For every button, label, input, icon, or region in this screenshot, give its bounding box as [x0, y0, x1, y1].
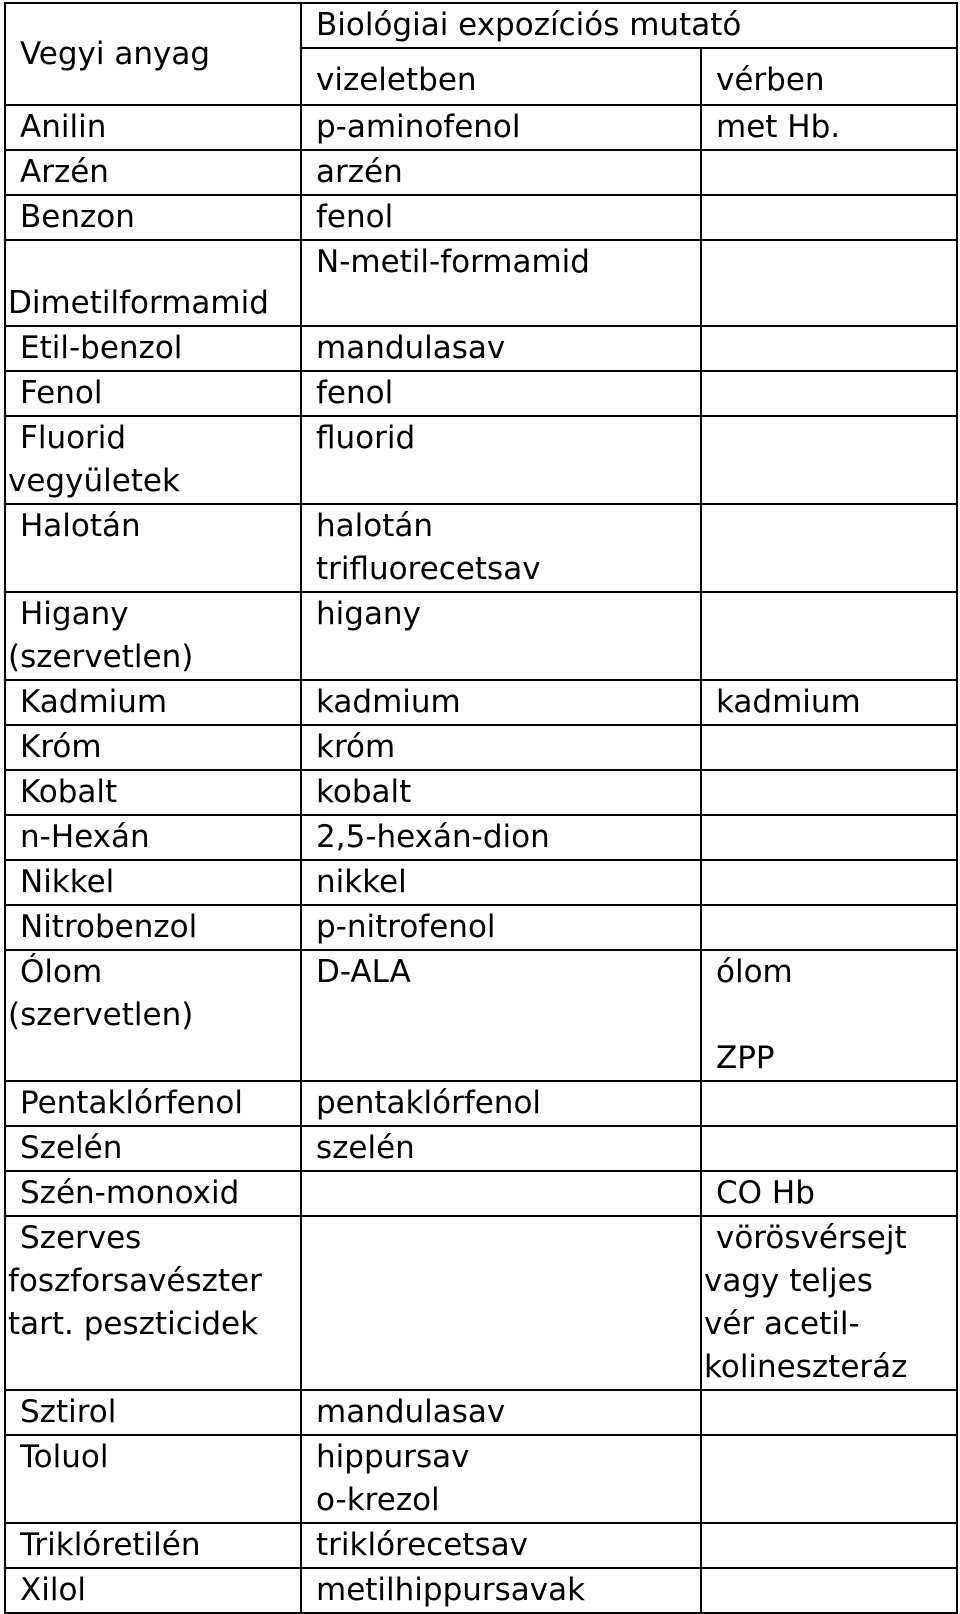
urine-line: p-nitrofenol — [316, 909, 496, 945]
table-row — [5, 1081, 957, 1126]
urine-cell — [301, 680, 701, 725]
chemical-line: vegyületek — [8, 463, 180, 499]
urine-cell — [301, 150, 701, 195]
blood-cell — [701, 1523, 957, 1568]
chemical-cell — [5, 815, 301, 860]
chemical-cell — [5, 240, 301, 326]
table-row — [5, 371, 957, 416]
urine-line: trifluorecetsav — [316, 551, 541, 587]
table-row — [5, 1216, 957, 1390]
table-row — [5, 105, 957, 150]
urine-line: arzén — [316, 154, 403, 190]
blood-cell — [701, 1435, 957, 1523]
chemical-cell — [5, 950, 301, 1081]
blood-cell — [701, 326, 957, 371]
blood-cell — [701, 905, 957, 950]
table-row — [5, 416, 957, 504]
chemical-cell — [5, 1081, 301, 1126]
chemical-line: Ólom — [20, 954, 103, 990]
table-row — [5, 150, 957, 195]
urine-line: o-krezol — [316, 1482, 440, 1518]
blood-cell — [701, 105, 957, 150]
urine-line: 2,5-hexán-dion — [316, 819, 550, 855]
urine-line: p-aminofenol — [316, 109, 521, 145]
chemical-cell — [5, 1216, 301, 1390]
blood-cell — [701, 371, 957, 416]
urine-line: fluorid — [316, 420, 416, 456]
blood-cell — [701, 680, 957, 725]
blood-cell — [701, 815, 957, 860]
blood-line: CO Hb — [716, 1175, 815, 1211]
urine-cell — [301, 1216, 701, 1390]
chemical-line: Kobalt — [20, 774, 118, 810]
chemical-line: tart. peszticidek — [8, 1306, 259, 1342]
blood-cell — [701, 1390, 957, 1435]
chemical-cell — [5, 416, 301, 504]
table-row — [5, 1390, 957, 1435]
chemical-line: foszforsavészter — [8, 1263, 262, 1299]
chemical-cell — [5, 150, 301, 195]
urine-cell — [301, 326, 701, 371]
chemical-line: Nitrobenzol — [20, 909, 198, 945]
urine-line: mandulasav — [316, 330, 506, 366]
chemical-line: Szelén — [20, 1130, 123, 1166]
table-row — [5, 680, 957, 725]
chemical-line: Toluol — [20, 1439, 109, 1475]
chemical-line: Nikkel — [20, 864, 115, 900]
chemical-line: Etil-benzol — [20, 330, 183, 366]
blood-line: kolineszteráz — [704, 1349, 908, 1385]
urine-line: D-ALA — [316, 954, 411, 990]
chemical-cell — [5, 1568, 301, 1613]
chemical-cell — [5, 1126, 301, 1171]
blood-line: vér acetil- — [704, 1306, 860, 1342]
urine-cell — [301, 105, 701, 150]
urine-line: pentaklórfenol — [316, 1085, 542, 1121]
table-row — [5, 195, 957, 240]
chemical-line: Kadmium — [20, 684, 168, 720]
table-row — [5, 905, 957, 950]
chemical-cell — [5, 326, 301, 371]
urine-line: N-metil-formamid — [316, 244, 590, 280]
chemical-line: Higany — [20, 596, 129, 632]
table-row — [5, 1435, 957, 1523]
urine-line: szelén — [316, 1130, 415, 1166]
urine-cell — [301, 1171, 701, 1216]
urine-cell — [301, 371, 701, 416]
table-row — [5, 860, 957, 905]
urine-cell — [301, 860, 701, 905]
chemical-cell — [5, 860, 301, 905]
blood-line: vagy teljes — [704, 1263, 873, 1299]
blood-cell — [701, 1568, 957, 1613]
chemical-line: (szervetlen) — [8, 997, 194, 1033]
table-row — [5, 326, 957, 371]
blood-cell — [701, 195, 957, 240]
chemical-line: Sztirol — [20, 1394, 117, 1430]
blood-line: kadmium — [716, 684, 861, 720]
urine-cell — [301, 195, 701, 240]
chemical-line: Pentaklórfenol — [20, 1085, 243, 1121]
urine-cell — [301, 725, 701, 770]
blood-line: vörösvérsejt — [716, 1220, 907, 1256]
header-blood: vérben — [701, 48, 957, 105]
urine-line: triklórecetsav — [316, 1527, 528, 1563]
blood-line: ZPP — [716, 1040, 775, 1076]
chemical-cell — [5, 905, 301, 950]
chemical-line: Xilol — [20, 1572, 87, 1608]
urine-line: hippursav — [316, 1439, 470, 1475]
chemical-cell — [5, 1171, 301, 1216]
chemical-cell — [5, 1435, 301, 1523]
urine-cell — [301, 1390, 701, 1435]
chemical-line: Dimetilformamid — [8, 285, 269, 321]
urine-line: fenol — [316, 375, 394, 411]
urine-line: fenol — [316, 199, 394, 235]
blood-cell — [701, 592, 957, 680]
urine-cell — [301, 815, 701, 860]
chemical-cell — [5, 1390, 301, 1435]
chemical-cell — [5, 1523, 301, 1568]
blood-cell — [701, 725, 957, 770]
urine-line: mandulasav — [316, 1394, 506, 1430]
table-row — [5, 815, 957, 860]
chemical-cell — [5, 680, 301, 725]
blood-line: met Hb. — [716, 109, 841, 145]
biological-exposure-table — [4, 2, 958, 1614]
blood-cell — [701, 1081, 957, 1126]
chemical-line: (szervetlen) — [8, 639, 194, 675]
urine-line: kadmium — [316, 684, 461, 720]
chemical-cell — [5, 504, 301, 592]
chemical-cell — [5, 725, 301, 770]
urine-cell — [301, 1126, 701, 1171]
chemical-line: Fenol — [20, 375, 103, 411]
urine-cell — [301, 416, 701, 504]
urine-line: metilhippursavak — [316, 1572, 586, 1608]
blood-cell — [701, 1126, 957, 1171]
header-group: Biológiai expozíciós mutató — [301, 3, 957, 48]
urine-line: nikkel — [316, 864, 407, 900]
table-row — [5, 504, 957, 592]
urine-line: kobalt — [316, 774, 412, 810]
table-row — [5, 1568, 957, 1613]
chemical-cell — [5, 195, 301, 240]
chemical-cell — [5, 105, 301, 150]
blood-cell — [701, 770, 957, 815]
urine-cell — [301, 1081, 701, 1126]
urine-line: króm — [316, 729, 396, 765]
chemical-line: Anilin — [20, 109, 107, 145]
blood-cell — [701, 860, 957, 905]
urine-cell — [301, 905, 701, 950]
chemical-line: n-Hexán — [20, 819, 150, 855]
table-row — [5, 1171, 957, 1216]
chemical-line: Arzén — [20, 154, 109, 190]
blood-line: ólom — [716, 954, 793, 990]
table-row — [5, 1523, 957, 1568]
table-row — [5, 240, 957, 326]
blood-cell — [701, 150, 957, 195]
chemical-line: Benzon — [20, 199, 135, 235]
blood-cell — [701, 950, 957, 1081]
urine-cell — [301, 504, 701, 592]
chemical-line: Halotán — [20, 508, 141, 544]
table-row — [5, 725, 957, 770]
urine-cell — [301, 592, 701, 680]
chemical-line: Triklóretilén — [20, 1527, 201, 1563]
urine-cell — [301, 770, 701, 815]
table-row — [5, 592, 957, 680]
table-row — [5, 950, 957, 1081]
header-urine: vizeletben — [301, 48, 701, 105]
urine-cell — [301, 240, 701, 326]
blood-cell — [701, 504, 957, 592]
blood-cell — [701, 240, 957, 326]
chemical-line: Szerves — [20, 1220, 142, 1256]
urine-line: higany — [316, 596, 421, 632]
header-chemical: Vegyi anyag — [5, 3, 301, 105]
blood-cell — [701, 1216, 957, 1390]
header-row-1 — [5, 3, 957, 48]
chemical-cell — [5, 592, 301, 680]
chemical-cell — [5, 371, 301, 416]
chemical-line: Króm — [20, 729, 102, 765]
urine-cell — [301, 1568, 701, 1613]
urine-cell — [301, 1435, 701, 1523]
blood-cell — [701, 416, 957, 504]
table-row — [5, 1126, 957, 1171]
chemical-cell — [5, 770, 301, 815]
urine-cell — [301, 1523, 701, 1568]
urine-cell — [301, 950, 701, 1081]
chemical-line: Szén-monoxid — [20, 1175, 240, 1211]
urine-line: halotán — [316, 508, 434, 544]
blood-cell — [701, 1171, 957, 1216]
table-row — [5, 770, 957, 815]
chemical-line: Fluorid — [20, 420, 127, 456]
